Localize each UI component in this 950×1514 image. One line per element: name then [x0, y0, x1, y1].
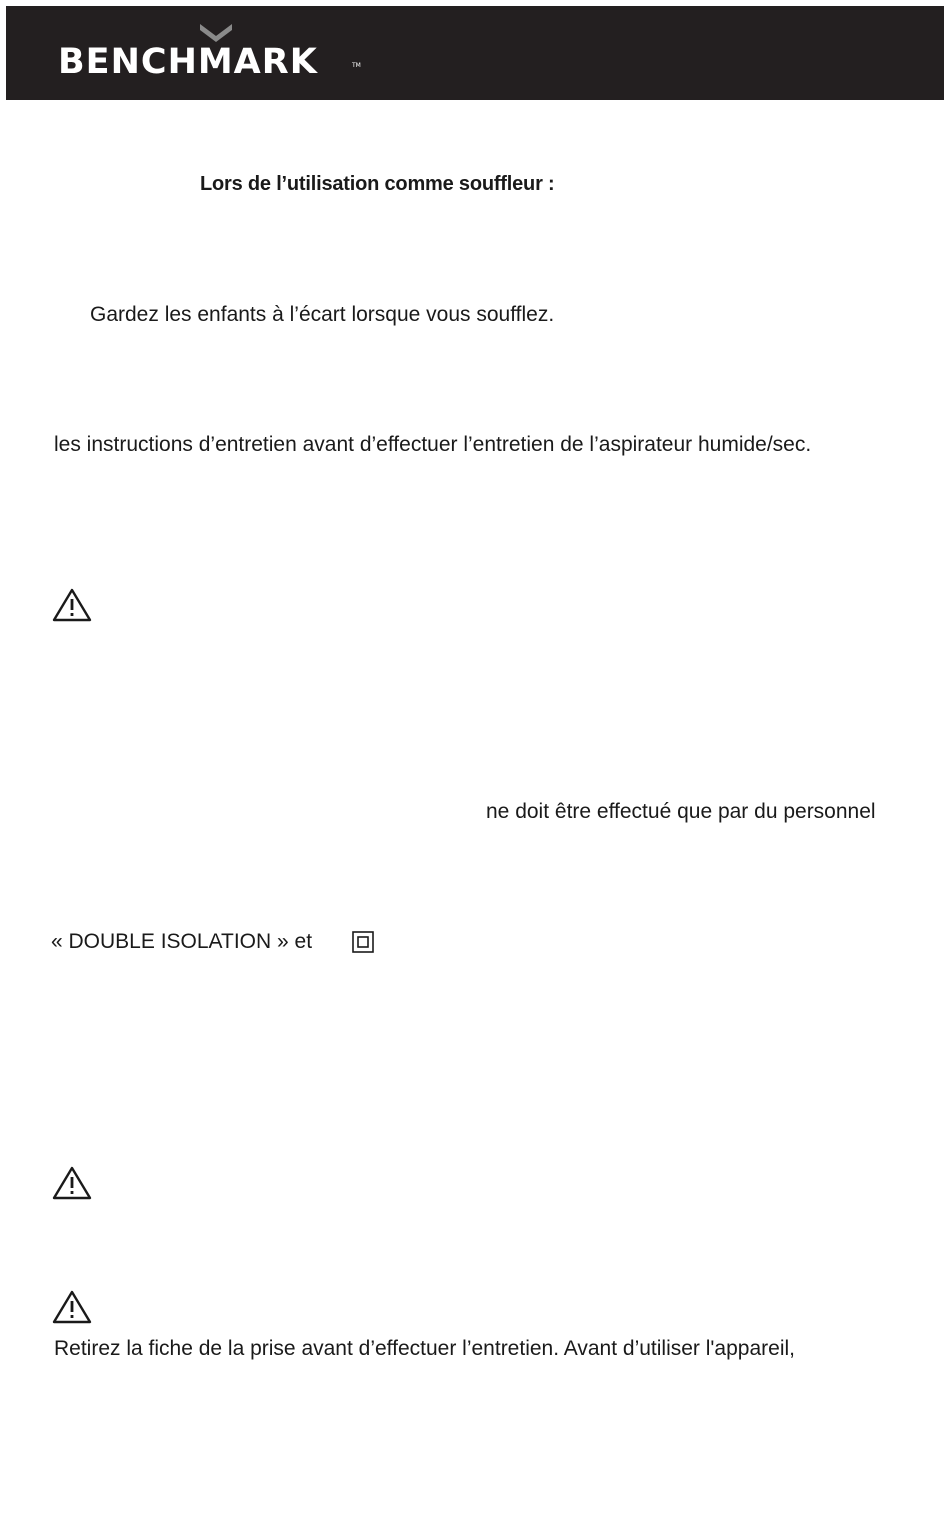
qualified-personnel-text: ne doit être effectué que par du personnel — [486, 800, 876, 823]
trademark-mark: TM — [352, 62, 361, 69]
warning-triangle-icon — [52, 588, 92, 622]
logo-chevron-icon — [198, 22, 234, 44]
benchmark-logo — [58, 28, 318, 80]
warning-triangle-icon — [52, 1290, 92, 1324]
header-bar — [6, 6, 944, 100]
unplug-before-maintenance-text: Retirez la fiche de la prise avant d’effectuer l’entretien. Avant d’utiliser l'appareil, — [54, 1337, 795, 1360]
warning-triangle-icon — [52, 1166, 92, 1200]
double-insulation-text: « DOUBLE ISOLATION » et — [51, 930, 313, 953]
keep-children-away-text: Gardez les enfants à l’écart lorsque vous soufflez. — [90, 303, 555, 326]
brand-name: BENCHMARK — [58, 42, 318, 82]
maintenance-instructions-text: les instructions d’entretien avant d’effectuer l’entretien de l’aspirateur humide/sec. — [54, 433, 812, 456]
double-insulation-icon — [352, 931, 374, 953]
blower-use-heading: Lors de l’utilisation comme souffleur : — [200, 173, 555, 195]
